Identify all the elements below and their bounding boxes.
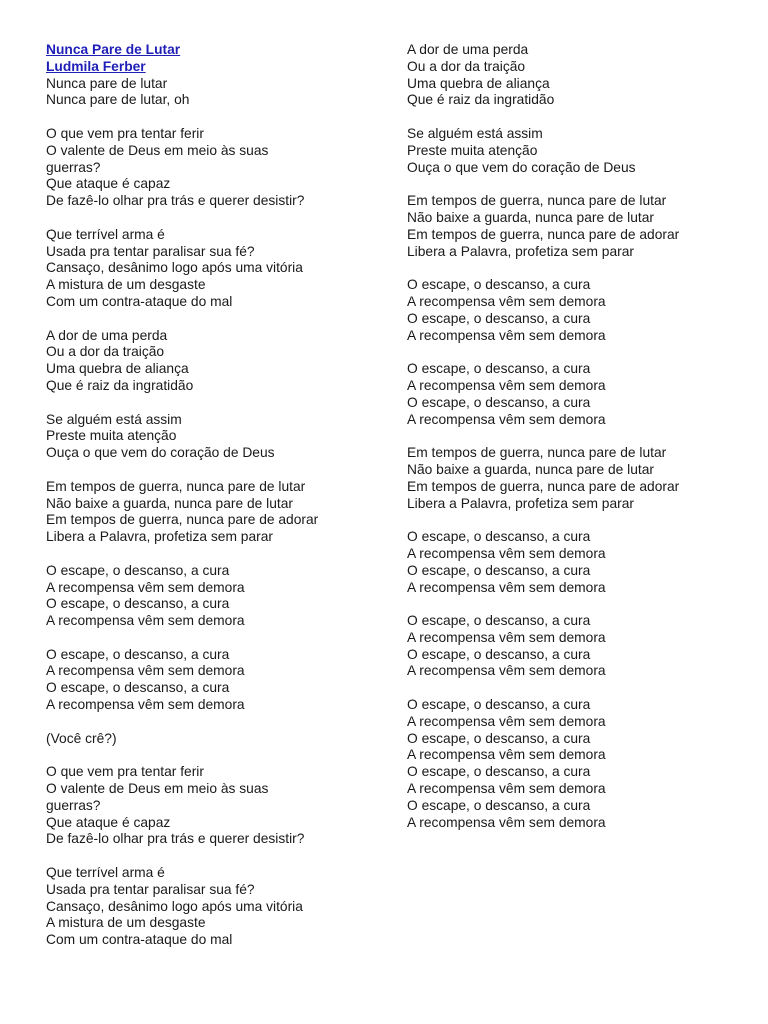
lyric-line: Que ataque é capaz: [46, 814, 171, 830]
stanza-gap: [46, 848, 366, 865]
lyric-line: Uma quebra de aliança: [407, 75, 550, 91]
lyric-line: De fazê-lo olhar pra trás e querer desistir?: [46, 193, 305, 209]
lyric-line: Que é raiz da ingratidão: [407, 92, 555, 108]
lyric-line: A recompensa vêm sem demora: [407, 293, 606, 309]
lyric-line: O escape, o descanso, a cura: [407, 361, 591, 377]
lyric-line: A recompensa vêm sem demora: [46, 697, 245, 713]
lyric-line: A recompensa vêm sem demora: [407, 814, 606, 830]
lyrics-column-left-body: [46, 76, 366, 949]
lyric-line: (Você crê?): [46, 730, 117, 746]
stanza-gap: [46, 546, 366, 563]
lyric-line: Em tempos de guerra, nunca pare de adorar: [407, 478, 680, 494]
lyric-line: O escape, o descanso, a cura: [407, 562, 591, 578]
lyric-line: O que vem pra tentar ferir: [46, 764, 204, 780]
lyric-line: O escape, o descanso, a cura: [407, 529, 591, 545]
lyric-line: Usada pra tentar paralisar sua fé?: [46, 881, 255, 897]
lyric-line: Com um contra-ataque do mal: [46, 932, 233, 948]
stanza-gap: [46, 630, 366, 647]
lyric-line: A recompensa vêm sem demora: [407, 663, 606, 679]
lyric-line: De fazê-lo olhar pra trás e querer desistir?: [46, 831, 305, 847]
stanza-gap: [407, 344, 737, 361]
lyric-line: O escape, o descanso, a cura: [46, 646, 230, 662]
lyric-line: Que terrível arma é: [46, 865, 165, 881]
lyric-line: Com um contra-ataque do mal: [46, 293, 233, 309]
lyric-line: Ou a dor da traição: [46, 344, 165, 360]
lyric-line: guerras?: [46, 797, 101, 813]
lyric-line: A recompensa vêm sem demora: [407, 747, 606, 763]
lyric-line: A recompensa vêm sem demora: [407, 781, 606, 797]
lyric-line: guerras?: [46, 159, 101, 175]
stanza-gap: [46, 395, 366, 412]
lyrics-column-right-body: [407, 42, 737, 831]
lyric-line: Se alguém está assim: [407, 125, 543, 141]
lyric-line: Libera a Palavra, profetiza sem parar: [46, 529, 273, 545]
lyric-line: A dor de uma perda: [46, 327, 168, 343]
lyric-line: O escape, o descanso, a cura: [407, 646, 591, 662]
lyric-line: O escape, o descanso, a cura: [407, 764, 591, 780]
stanza-gap: [407, 512, 737, 529]
lyric-line: Que ataque é capaz: [46, 176, 171, 192]
lyric-line: A recompensa vêm sem demora: [407, 327, 606, 343]
lyric-line: A recompensa vêm sem demora: [46, 579, 245, 595]
lyric-line: Se alguém está assim: [46, 411, 182, 427]
lyric-line: Cansaço, desânimo logo após uma vitória: [46, 898, 303, 914]
lyric-line: Ou a dor da traição: [407, 58, 526, 74]
lyric-line: Uma quebra de aliança: [46, 361, 189, 377]
lyric-line: A recompensa vêm sem demora: [407, 377, 606, 393]
lyric-line: A mistura de um desgaste: [46, 277, 206, 293]
lyric-line: O que vem pra tentar ferir: [46, 125, 204, 141]
lyric-line: O escape, o descanso, a cura: [407, 277, 591, 293]
lyric-line: Libera a Palavra, profetiza sem parar: [407, 495, 634, 511]
lyric-line: O escape, o descanso, a cura: [407, 613, 591, 629]
lyric-line: Não baixe a guarda, nunca pare de lutar: [46, 495, 293, 511]
stanza-gap: [46, 462, 366, 479]
lyric-line: Preste muita atenção: [407, 142, 538, 158]
lyric-line: A recompensa vêm sem demora: [407, 713, 606, 729]
lyric-line: Em tempos de guerra, nunca pare de lutar: [407, 193, 667, 209]
lyric-line: Ouça o que vem do coração de Deus: [407, 159, 636, 175]
stanza-gap: [407, 109, 737, 126]
lyric-line: A recompensa vêm sem demora: [407, 411, 606, 427]
lyric-line: Que terrível arma é: [46, 226, 165, 242]
stanza-gap: [407, 428, 737, 445]
lyric-line: A recompensa vêm sem demora: [46, 613, 245, 629]
song-title-link[interactable]: Nunca Pare de Lutar: [46, 42, 181, 57]
stanza-gap: [407, 596, 737, 613]
lyric-line: O valente de Deus em meio às suas: [46, 781, 269, 797]
artist-link[interactable]: Ludmila Ferber: [46, 58, 146, 74]
lyric-line: A recompensa vêm sem demora: [407, 545, 606, 561]
lyric-line: O escape, o descanso, a cura: [46, 680, 230, 696]
lyric-line: A recompensa vêm sem demora: [407, 579, 606, 595]
lyric-line: Não baixe a guarda, nunca pare de lutar: [407, 209, 654, 225]
lyric-line: Em tempos de guerra, nunca pare de adorar: [46, 512, 319, 528]
lyric-line: A dor de uma perda: [407, 42, 529, 57]
stanza-gap: [46, 747, 366, 764]
lyric-line: O escape, o descanso, a cura: [407, 797, 591, 813]
lyric-line: Cansaço, desânimo logo após uma vitória: [46, 260, 303, 276]
lyric-line: Nunca pare de lutar, oh: [46, 92, 190, 108]
stanza-gap: [46, 109, 366, 126]
stanza-gap: [407, 260, 737, 277]
lyric-line: Em tempos de guerra, nunca pare de lutar: [407, 445, 667, 461]
lyrics-column-left: [46, 42, 366, 949]
lyrics-column-right: [407, 42, 737, 831]
lyric-line: O escape, o descanso, a cura: [407, 310, 591, 326]
lyric-line: O escape, o descanso, a cura: [407, 394, 591, 410]
lyric-line: A recompensa vêm sem demora: [46, 663, 245, 679]
lyric-line: O valente de Deus em meio às suas: [46, 142, 269, 158]
stanza-gap: [46, 714, 366, 731]
stanza-gap: [46, 311, 366, 328]
lyric-line: Preste muita atenção: [46, 428, 177, 444]
lyric-line: A recompensa vêm sem demora: [407, 629, 606, 645]
lyric-line: Usada pra tentar paralisar sua fé?: [46, 243, 255, 259]
lyric-line: Ouça o que vem do coração de Deus: [46, 445, 275, 461]
stanza-gap: [407, 176, 737, 193]
lyric-line: Não baixe a guarda, nunca pare de lutar: [407, 461, 654, 477]
stanza-gap: [407, 680, 737, 697]
lyric-line: O escape, o descanso, a cura: [407, 730, 591, 746]
lyric-line: O escape, o descanso, a cura: [46, 596, 230, 612]
lyric-line: Libera a Palavra, profetiza sem parar: [407, 243, 634, 259]
lyric-line: Nunca pare de lutar: [46, 75, 168, 91]
lyric-line: Em tempos de guerra, nunca pare de adorar: [407, 226, 680, 242]
lyric-line: Em tempos de guerra, nunca pare de lutar: [46, 478, 306, 494]
stanza-gap: [46, 210, 366, 227]
lyric-line: O escape, o descanso, a cura: [46, 562, 230, 578]
lyric-line: A mistura de um desgaste: [46, 915, 206, 931]
lyric-line: Que é raiz da ingratidão: [46, 377, 194, 393]
lyric-line: O escape, o descanso, a cura: [407, 697, 591, 713]
